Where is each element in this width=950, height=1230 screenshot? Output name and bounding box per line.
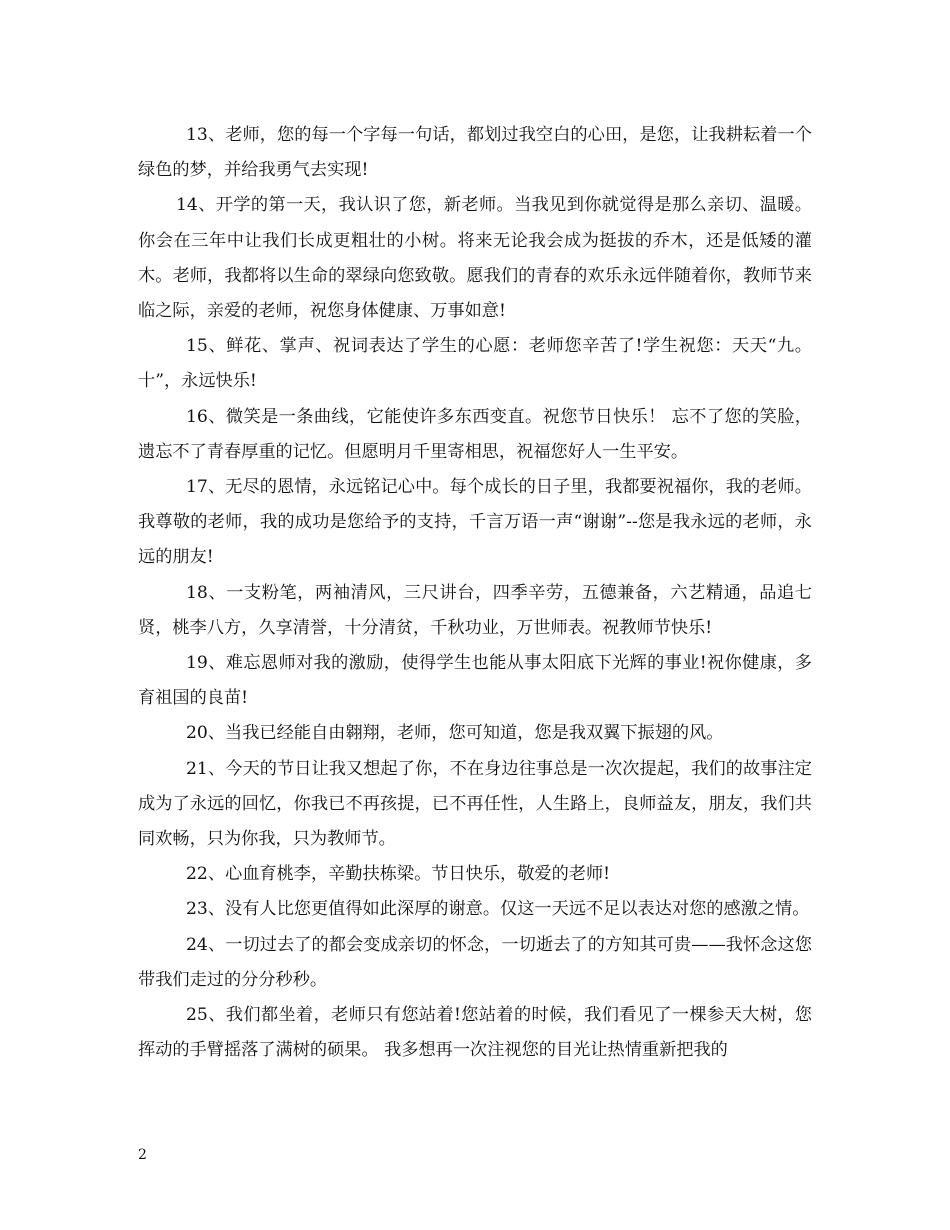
paragraph-23: 23、没有人比您更值得如此深厚的谢意。仅这一天远不足以表达对您的感激之情。 xyxy=(186,899,810,920)
paragraph-25: 25、我们都坐着，老师只有您站着!您站着的时候，我们看见了一棵参天大树，您挥动的手臂摇落了满树的硕果。 我多想再一次注视您的目光让热情重新把我的 xyxy=(138,1005,812,1061)
paragraph-24: 24、一切过去了的都会变成亲切的怀念，一切逝去了的方知其可贵——我怀念这您带我们走过的分分秒秒。 xyxy=(138,934,812,990)
paragraph-22: 22、心血育桃李，辛勤扶栋梁。节日快乐，敬爱的老师! xyxy=(186,864,611,885)
paragraph-18: 18、一支粉笔，两袖清风，三尺讲台，四季辛劳，五德兼备，六艺精通，品追七贤，桃李八方，久享清誉，十分清贫，千秋功业，万世师表。祝教师节快乐! xyxy=(138,582,812,638)
page-number: 2 xyxy=(138,1147,147,1163)
paragraph-13: 13、老师，您的每一个字每一句话，都划过我空白的心田，是您，让我耕耘着一个绿色的梦，并给我勇气去实现! xyxy=(138,125,812,181)
paragraph-17: 17、无尽的恩情，永远铭记心中。每个成长的日子里，我都要祝福你，我的老师。 我尊敬的老师，我的成功是您给予的支持，千言万语一声“谢谢”--您是我永远的老师，永远的朋友! xyxy=(138,477,812,568)
paragraph-19: 19、难忘恩师对我的激励，使得学生也能从事太阳底下光辉的事业!祝你健康，多育祖国的良苗! xyxy=(138,653,812,709)
paragraph-16: 16、微笑是一条曲线，它能使许多东西变直。祝您节日快乐！ 忘不了您的笑脸，遗忘不了青春厚重的记忆。但愿明月千里寄相思，祝福您好人一生平安。 xyxy=(138,406,812,462)
paragraph-14: 14、开学的第一天，我认识了您，新老师。当我见到你就觉得是那么亲切、温暖。你会在三年中让我们长成更粗壮的小树。将来无论我会成为挺拔的乔木，还是低矮的灌木。老师，我都将以生命的翠绿向您致敬。愿我们的青春的欢乐永远伴随着你，教师节来临之际，亲爱的老师，祝您身体健康、万事如意! xyxy=(138,195,812,322)
paragraph-21: 21、今天的节日让我又想起了你，不在身边往事总是一次次提起，我们的故事注定成为了永远的回忆，你我已不再孩提，已不再任性，人生路上，良师益友，朋友，我们共同欢畅，只为你我，只为教师节。 xyxy=(138,758,812,850)
document-body xyxy=(138,118,812,1068)
paragraph-15: 15、鲜花、掌声、祝词表达了学生的心愿：老师您辛苦了!学生祝您：天天“九。十”，永远快乐! xyxy=(138,336,812,392)
paragraph-20: 20、当我已经能自由翱翔，老师，您可知道，您是我双翼下振翅的风。 xyxy=(186,723,724,744)
